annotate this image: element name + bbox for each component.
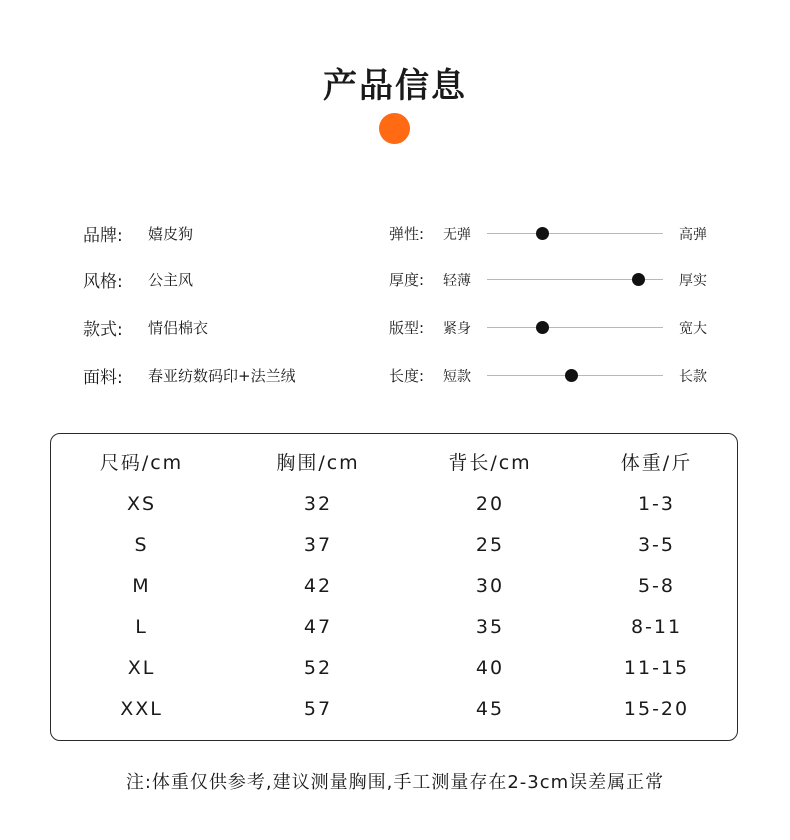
table-cell: 47 <box>303 616 333 638</box>
table-cell: 32 <box>303 493 333 515</box>
table-cell: 5-8 <box>637 575 676 597</box>
attribute-value: 情侣棉衣 <box>148 319 209 337</box>
table-cell: XXL <box>120 698 163 720</box>
table-cell: 37 <box>303 534 333 556</box>
column-header: 胸围/cm <box>276 452 360 474</box>
slider-min-label: 无弹 <box>443 227 471 243</box>
column-header: 背长/cm <box>448 452 532 474</box>
slider-max-label: 厚实 <box>679 273 707 289</box>
attribute-value: 嬉皮狗 <box>148 225 194 243</box>
table-cell: 52 <box>303 657 333 679</box>
table-cell: 35 <box>475 616 505 638</box>
footnote: 注:体重仅供参考,建议测量胸围,手工测量存在2-3cm误差属正常 <box>125 772 665 793</box>
table-cell: 8-11 <box>630 616 683 638</box>
size-grid <box>51 450 737 737</box>
accent-dot <box>379 113 410 144</box>
slider-knob <box>536 227 549 240</box>
column-header: 体重/斤 <box>620 452 693 474</box>
attribute-label: 款式: <box>83 320 123 340</box>
table-cell: 57 <box>303 698 333 720</box>
attribute-label: 品牌: <box>83 226 123 246</box>
table-cell: M <box>132 575 151 597</box>
slider-min-label: 紧身 <box>443 321 471 337</box>
table-cell: 20 <box>475 493 505 515</box>
attribute-label: 面料: <box>83 368 123 388</box>
table-cell: S <box>134 534 149 556</box>
table-cell: 1-3 <box>637 493 676 515</box>
size-table <box>50 433 738 741</box>
table-cell: 25 <box>475 534 505 556</box>
slider-max-label: 宽大 <box>679 321 707 337</box>
slider-track <box>487 279 663 280</box>
slider-max-label: 长款 <box>679 369 707 385</box>
info-row <box>0 221 790 251</box>
table-cell: L <box>135 616 148 638</box>
slider-label: 长度: <box>389 367 425 385</box>
attribute-value: 春亚纺数码印+法兰绒 <box>148 367 296 385</box>
slider-max-label: 高弹 <box>679 227 707 243</box>
slider-min-label: 轻薄 <box>443 273 471 289</box>
table-cell: 42 <box>303 575 333 597</box>
info-row <box>0 315 790 345</box>
column-header: 尺码/cm <box>99 452 184 474</box>
slider-track <box>487 327 663 328</box>
slider-label: 版型: <box>389 319 425 337</box>
slider-label: 厚度: <box>389 271 425 289</box>
table-cell: 45 <box>475 698 505 720</box>
slider-min-label: 短款 <box>443 369 471 385</box>
slider-knob <box>632 273 645 286</box>
slider-track <box>487 233 663 234</box>
slider-knob <box>565 369 578 382</box>
table-cell: 3-5 <box>637 534 676 556</box>
table-cell: 15-20 <box>623 698 690 720</box>
attribute-value: 公主风 <box>148 271 194 289</box>
table-cell: 30 <box>475 575 505 597</box>
slider-knob <box>536 321 549 334</box>
slider-track <box>487 375 663 376</box>
table-cell: XS <box>126 493 157 515</box>
info-row <box>0 267 790 297</box>
info-row <box>0 363 790 393</box>
table-cell: 40 <box>475 657 505 679</box>
table-cell: 11-15 <box>623 657 690 679</box>
page-title: 产品信息 <box>323 66 467 106</box>
slider-label: 弹性: <box>389 225 425 243</box>
table-cell: XL <box>127 657 156 679</box>
attribute-label: 风格: <box>83 272 123 292</box>
